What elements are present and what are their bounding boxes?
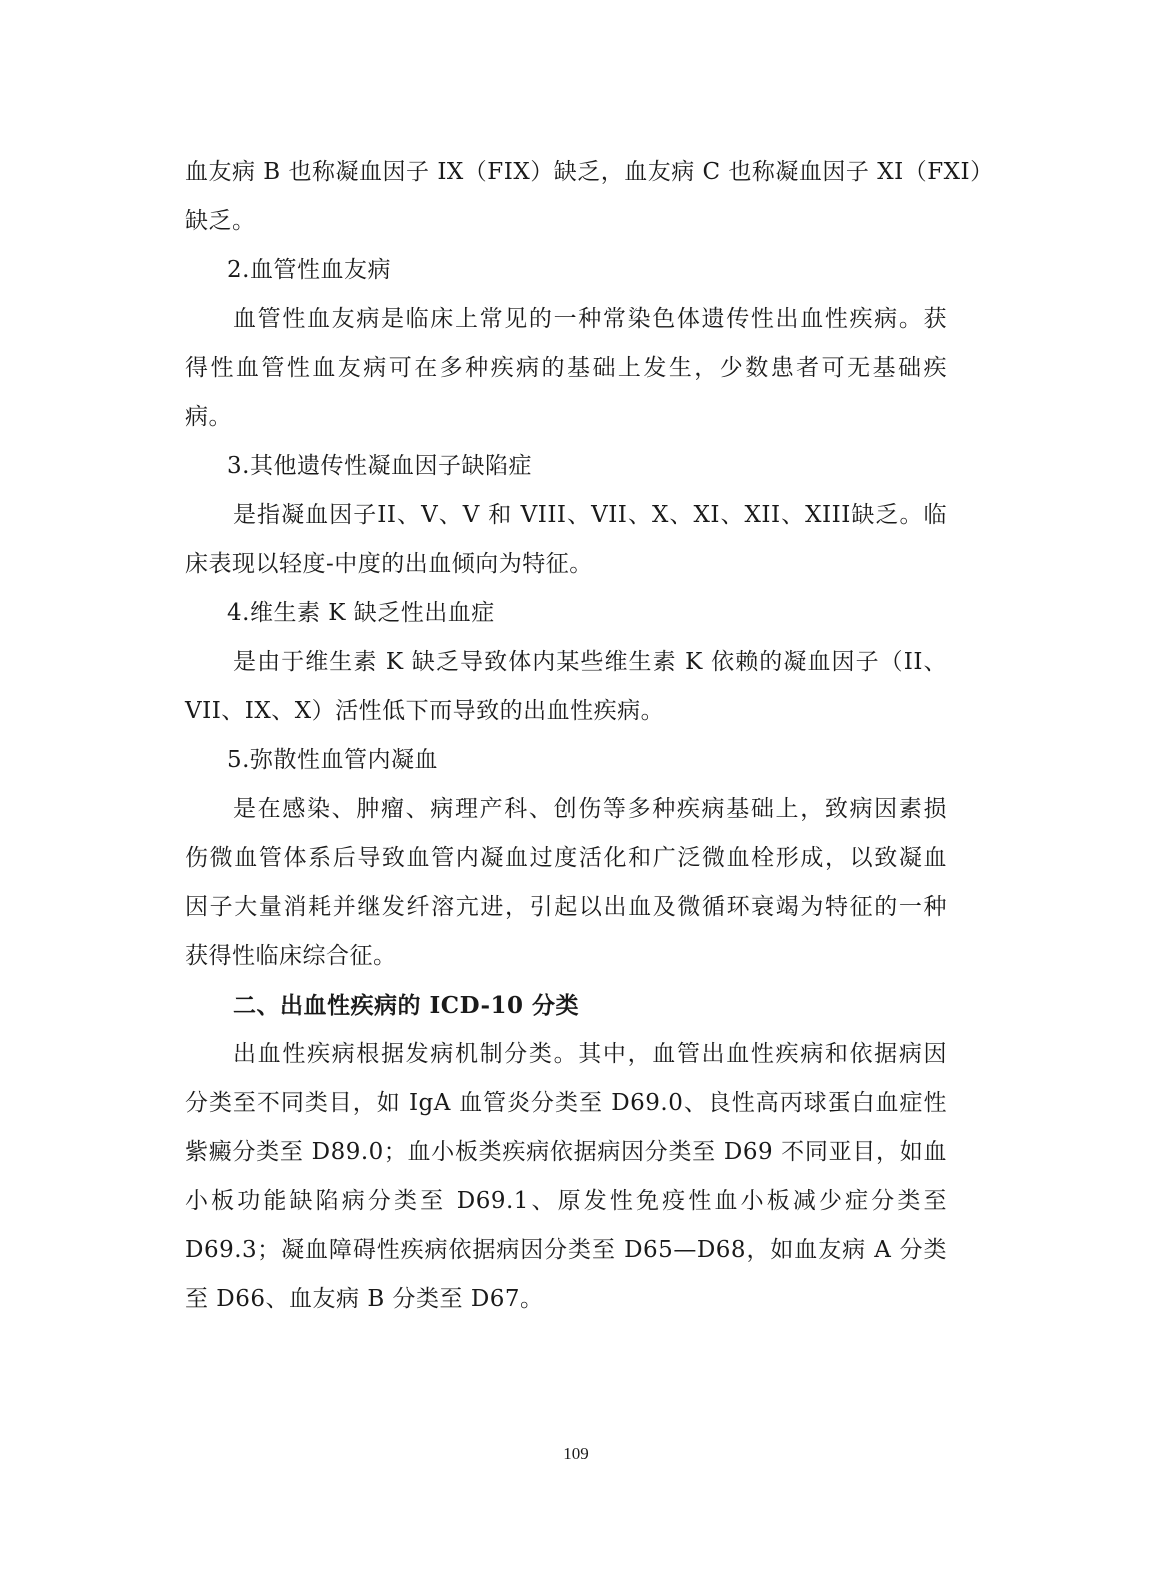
- paragraph-line: 伤微血管体系后导致血管内凝血过度活化和广泛微血栓形成，以致凝血: [185, 845, 947, 871]
- paragraph-line: 至 D66、血友病 B 分类至 D67。: [185, 1286, 544, 1312]
- section-heading: 4.维生素 K 缺乏性出血症: [227, 600, 495, 626]
- paragraph-line: 血友病 B 也称凝血因子 IX（FIX）缺乏，血友病 C 也称凝血因子 XI（FXI）: [185, 159, 994, 185]
- paragraph-line: 获得性临床综合征。: [185, 943, 397, 969]
- paragraph-line: D69.3；凝血障碍性疾病依据病因分类至 D65—D68，如血友病 A 分类: [185, 1237, 947, 1263]
- section-heading: 5.弥散性血管内凝血: [227, 747, 438, 773]
- section-heading: 3.其他遗传性凝血因子缺陷症: [227, 453, 532, 479]
- paragraph-line: 分类至不同类目，如 IgA 血管炎分类至 D69.0、良性高丙球蛋白血症性: [185, 1090, 947, 1116]
- paragraph-line: 出血性疾病根据发病机制分类。其中，血管出血性疾病和依据病因: [233, 1041, 947, 1067]
- paragraph-line: 是在感染、肿瘤、病理产科、创伤等多种疾病基础上，致病因素损: [233, 796, 947, 822]
- paragraph-line: 是指凝血因子II、V、V 和 VIII、VII、X、XI、XII、XIII缺乏。临: [233, 502, 947, 528]
- paragraph-line: 小板功能缺陷病分类至 D69.1、原发性免疫性血小板减少症分类至: [185, 1188, 947, 1214]
- paragraph-line: 因子大量消耗并继发纤溶亢进，引起以出血及微循环衰竭为特征的一种: [185, 894, 947, 920]
- section-heading: 2.血管性血友病: [227, 257, 391, 283]
- paragraph-line: 缺乏。: [185, 208, 256, 234]
- paragraph-line: VII、IX、X）活性低下而导致的出血性疾病。: [185, 698, 665, 724]
- paragraph-line: 紫癜分类至 D89.0；血小板类疾病依据病因分类至 D69 不同亚目，如血: [185, 1139, 947, 1165]
- chapter-heading: 二、出血性疾病的 ICD-10 分类: [233, 992, 580, 1019]
- paragraph-line: 是由于维生素 K 缺乏导致体内某些维生素 K 依赖的凝血因子（II、: [233, 649, 947, 675]
- paragraph-line: 得性血管性血友病可在多种疾病的基础上发生，少数患者可无基础疾: [185, 355, 947, 381]
- page-number: 109: [563, 1444, 589, 1463]
- paragraph-line: 病。: [185, 404, 232, 430]
- page-body: [185, 148, 994, 1324]
- paragraph-line: 血管性血友病是临床上常见的一种常染色体遗传性出血性疾病。获: [233, 306, 947, 332]
- paragraph-line: 床表现以轻度-中度的出血倾向为特征。: [185, 551, 593, 577]
